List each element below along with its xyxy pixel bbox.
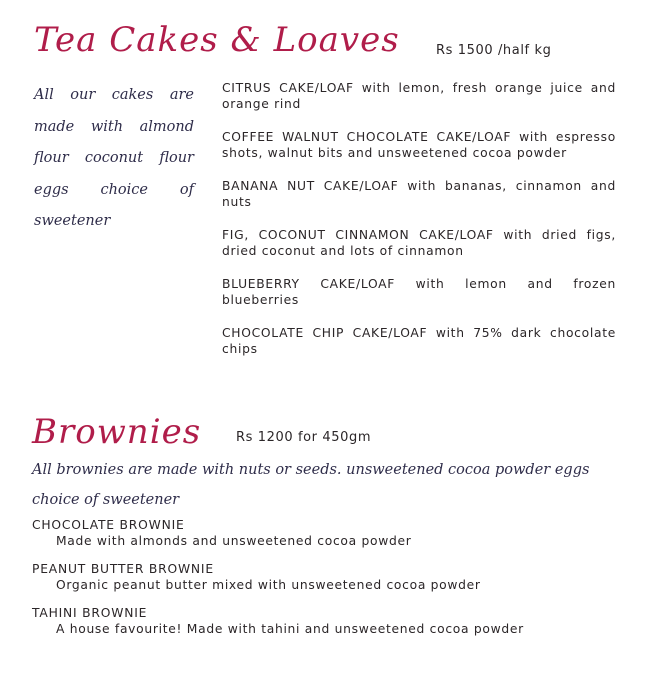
tea-cakes-list [222,80,616,374]
brownies-price: Rs 1200 for 450gm [236,430,372,445]
item-name: CITRUS CAKE/LOAF [222,81,354,95]
item-desc: with espresso shots, walnut bits and unsweetened cocoa powder [222,130,616,160]
item-name: BANANA NUT CAKE/LOAF [222,179,399,193]
list-item [222,276,616,308]
brownies-note: All brownies are made with nuts or seeds. unsweetened cocoa powder eggs choice of sweetener [32,462,590,508]
item-desc: with lemon and frozen blueberries [222,277,616,307]
item-name: FIG, COCONUT CINNAMON CAKE/LOAF [222,228,494,242]
list-item [32,517,632,549]
item-name: CHOCOLATE BROWNIE [32,518,185,532]
item-desc: with dried figs, dried coconut and lots of cinnamon [222,228,617,258]
item-desc: Organic peanut butter mixed with unsweetened cocoa powder [56,578,481,592]
list-item [222,129,616,161]
item-name: CHOCOLATE CHIP CAKE/LOAF [222,326,428,340]
tea-cakes-price: Rs 1500 /half kg [436,43,552,58]
list-item [222,80,616,112]
list-item [222,178,616,210]
item-desc: with bananas, cinnamon and nuts [222,179,617,209]
brownies-title: Brownies [32,412,202,452]
item-name: TAHINI BROWNIE [32,606,148,620]
item-name: COFFEE WALNUT CHOCOLATE CAKE/LOAF [222,130,512,144]
list-item [222,227,616,259]
item-desc: Made with almonds and unsweetened cocoa powder [56,534,412,548]
item-desc: with 75% dark chocolate chips [222,326,616,356]
list-item [32,561,632,593]
list-item [222,325,616,357]
item-desc: A house favourite! Made with tahini and unsweetened cocoa powder [56,622,524,636]
brownies-list [32,517,632,649]
item-name: PEANUT BUTTER BROWNIE [32,562,214,576]
item-desc: with lemon, fresh orange juice and orange rind [222,81,617,111]
tea-cakes-title: Tea Cakes & Loaves [34,20,400,60]
tea-cakes-note: All our cakes are made with almond flour coconut flour eggs choice of sweetener [34,87,194,229]
list-item [32,605,632,637]
item-name: BLUEBERRY CAKE/LOAF [222,277,396,291]
